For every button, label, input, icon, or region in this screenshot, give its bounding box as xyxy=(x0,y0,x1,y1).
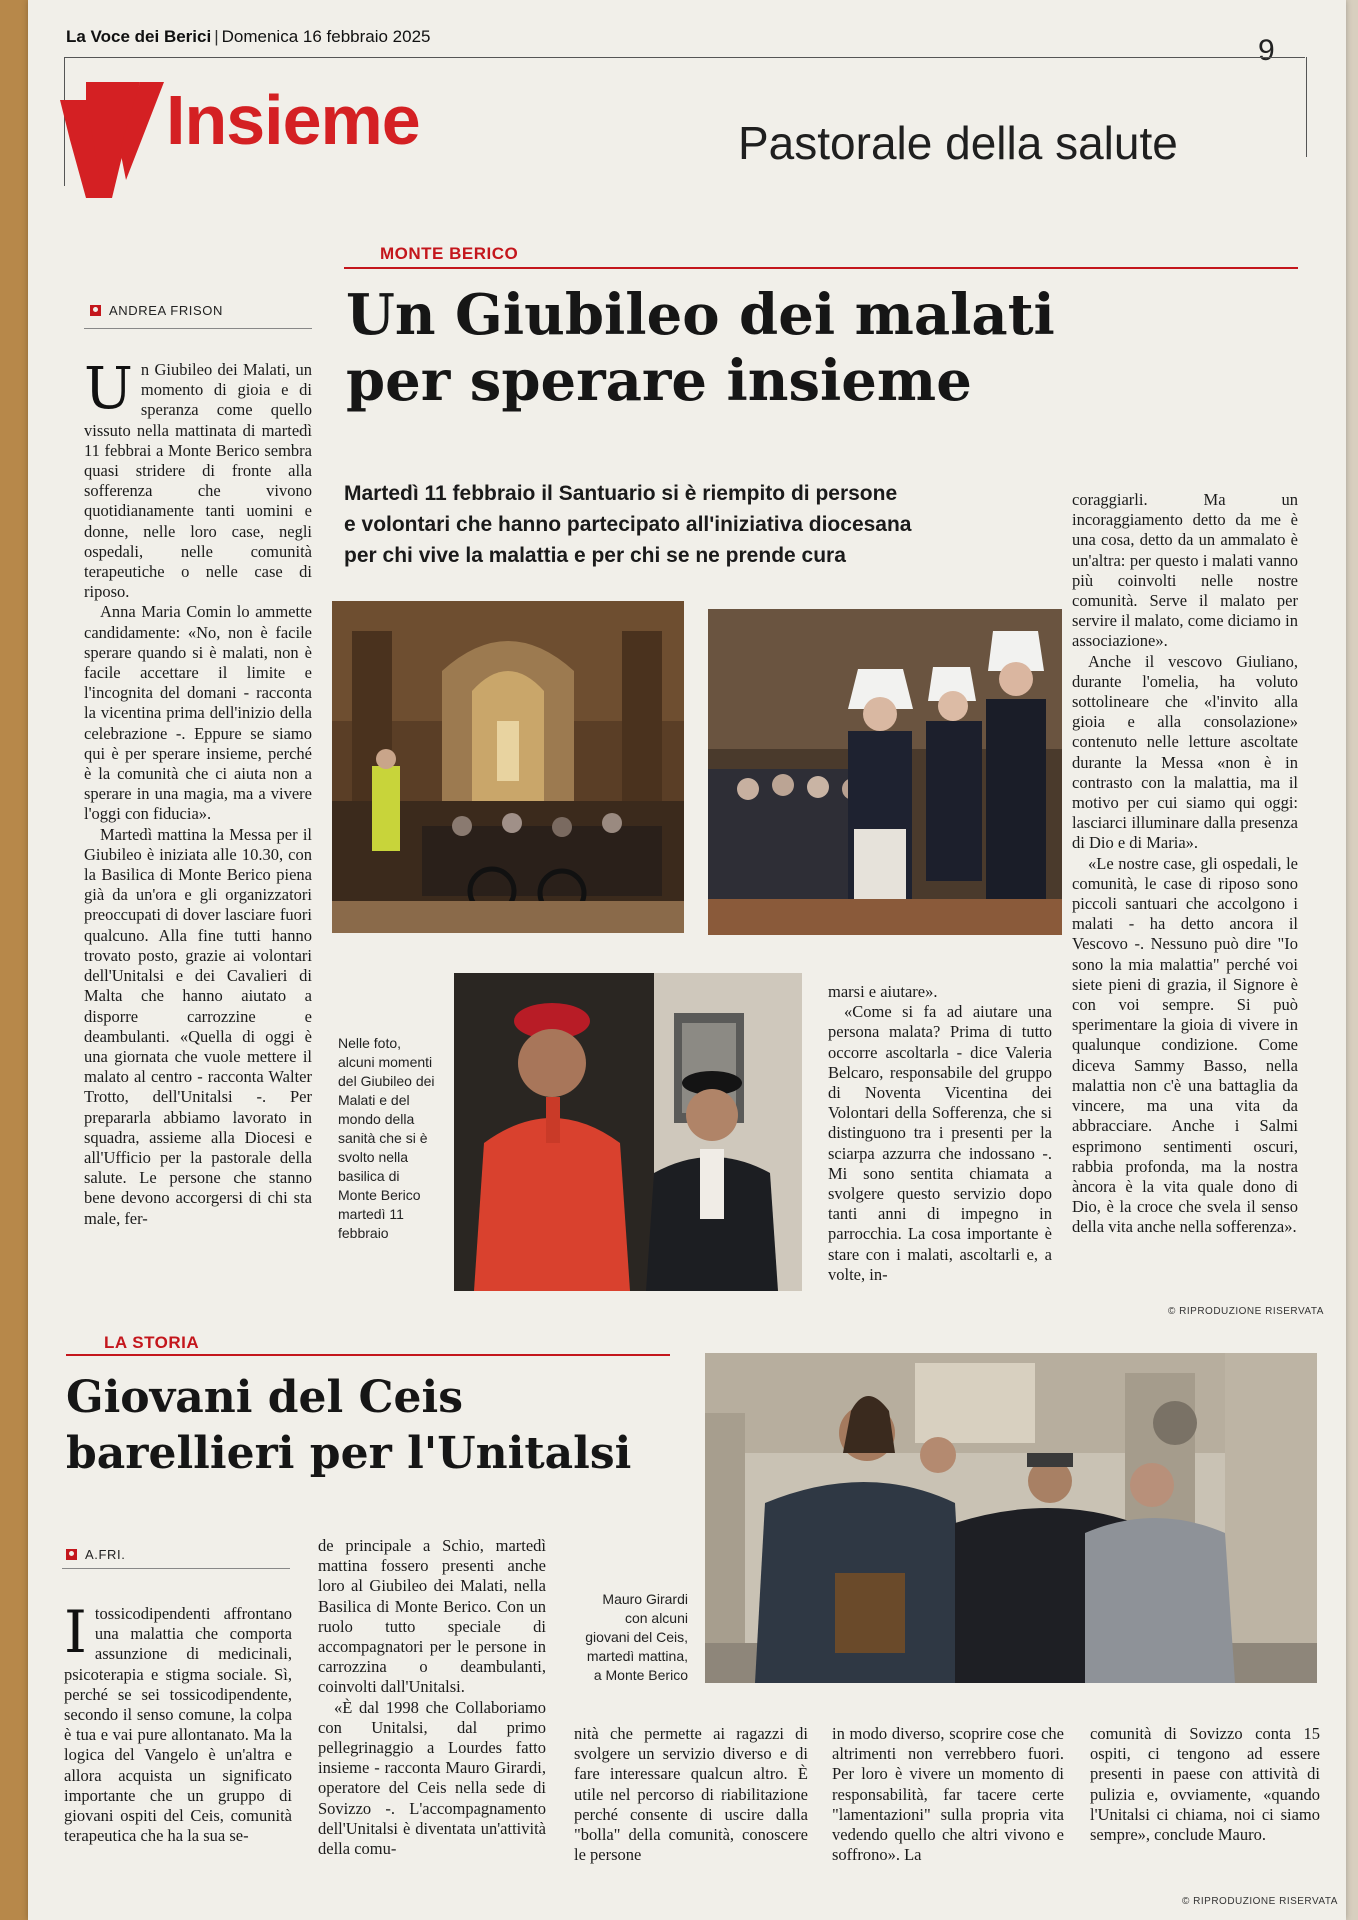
article2-paragraph: «È dal 1998 che Collaboriamo con Unitalsi, dal primo pellegrinaggio a Lourdes fatto insieme - racconta Mauro Girardi, operatore del Ceis nella sede di Sovizzo -. L'accompagnamento dell'Unitalsi è diventata un'attività della comu- xyxy=(318,1697,546,1859)
article2-paragraph: de principale a Schio, martedì mattina fossero presenti anche loro al Giubileo dei Malati, nella Basilica di Monte Berico. Con un ruolo tutto speciale di accompagnatori per le persone in carrozzina o deambulanti, coinvolti dall'Unitalsi. xyxy=(318,1536,546,1697)
article2-column-2 xyxy=(318,1536,546,1904)
dropcap: U xyxy=(84,360,133,422)
article1-kicker: MONTE BERICO xyxy=(380,244,519,263)
article1-headline-line2: per sperare insieme xyxy=(346,348,972,414)
paper-name: La Voce dei Berici xyxy=(66,27,212,46)
article1-paragraph: «Le nostre case, gli ospedali, le comunità, le case di riposo sono piccoli santuari che accolgono i malati - ha detto ancora il Vescovo -. Nessuno può dire "Io sono la mia malattia" perché voi siete pieni di grazia, il Signore è con voi sempre. Si può sperimentare la gioia di vivere in qualunque condizione. Come diceva Sammy Basso, nella malattia non c'è una battaglia da vincere, ma una vita da abbracciare. Anche i Salmi esprimono sentimenti oscuri, rabbia profonda, ma la nostra àncora è la vita quale dono di Dio, è la croce che svela il senso della vita anche nella sofferenza». xyxy=(1072,853,1298,1237)
article2-author: A.FRI. xyxy=(85,1547,126,1562)
article2-kicker: LA STORIA xyxy=(104,1333,200,1352)
author-icon xyxy=(66,1549,77,1560)
article2-paragraph: Itossicodipendenti affrontano una malattia che comporta assunzione di medicinali, psicoterapia e stigma sociale. Sì, perché se sei tossicodipendente, secondo il senso comune, la colpa è tua e vai pure allontanato. Ma la logica del Vangelo è un'altra e allora acquista un significato importante che un gruppo di giovani ospiti del Ceis, comunità terapeutica che ha la sua se- xyxy=(64,1604,292,1846)
article2-column-4 xyxy=(832,1724,1064,1904)
section-title: Insieme xyxy=(166,81,420,159)
page-number: 9 xyxy=(1258,34,1275,67)
article1-headline xyxy=(346,282,1055,414)
article2-photo-caption: Mauro Girardi con alcuni giovani del Ceis, martedì mattina, a Monte Berico xyxy=(585,1591,688,1683)
article1-paragraph: marsi e aiutare». xyxy=(828,982,938,1001)
article2-headline-line2: barellieri per l'Unitalsi xyxy=(66,1428,632,1479)
article1-subhead-line3: per chi vive la malattia e per chi se ne prende cura xyxy=(344,544,846,567)
article1-photo-caption: Nelle foto, alcuni momenti del Giubileo dei Malati e del mondo della sanità che si è svolto nella basilica di Monte Berico martedì 11 febbraio xyxy=(338,1035,435,1241)
photo-ceis-youths xyxy=(705,1353,1317,1683)
article1-paragraph: «Come si fa ad aiutare una persona malata? Prima di tutto occorre ascoltarla - dice Valeria Belcaro, responsabile del gruppo di Noventa Vicentina dei Volontari della Sofferenza, che si distinguono tra i presenti per la sciarpa azzurra che indossano -. Mi sono sentita chiamata a svolgere questo servizio dopo tanti anni di impegno in parrocchia. La cosa importante è stare con i malati, ascoltarli e, a volte, in- xyxy=(828,1002,1052,1284)
article1-paragraph: Anna Maria Comin lo ammette candidamente: «No, non è facile sperare quando si è malati, non è facile accettare il limite e l'incognita del domani - racconta la vicentina prima dell'inizio della celebrazione -. Eppure se siamo qui è per sperare insieme, perché è la comunità che ci aiuta non a sperare in una magia, ma a vivere l'oggi con fiducia». xyxy=(84,602,312,824)
article2-headline-line1: Giovani del Ceis xyxy=(66,1372,464,1423)
article1-byline xyxy=(90,303,223,318)
photo-basilica-interior xyxy=(332,601,684,933)
article1-column-3 xyxy=(828,982,1052,1298)
article1-headline-line1: Un Giubileo dei malati xyxy=(346,282,1055,348)
article1-author: ANDREA FRISON xyxy=(109,303,223,318)
article2-kicker-rule xyxy=(66,1354,670,1356)
page-edge xyxy=(0,0,28,1920)
article1-column-4 xyxy=(1072,490,1298,1298)
article1-subhead-line2: e volontari che hanno partecipato all'iniziativa diocesana xyxy=(344,513,912,536)
byline-rule xyxy=(62,1568,290,1569)
article1-subhead xyxy=(344,478,1064,571)
masthead-separator: | xyxy=(214,27,219,46)
author-icon xyxy=(90,305,101,316)
banner-frame-right xyxy=(1296,57,1307,157)
section-subtitle: Pastorale della salute xyxy=(738,117,1178,169)
article1-copyright: © RIPRODUZIONE RISERVATA xyxy=(1168,1306,1324,1317)
article1-paragraph: Martedì mattina la Messa per il Giubileo è iniziata alle 10.30, con la Basilica di Monte Berico piena già da un'ora e gli organizzatori preoccupati di dover lasciare fuori qualcuno. Alla fine tutti hanno trovato posto, grazie ai volontari dell'Unitalsi e dei Cavalieri di Malta che hanno aiutato a disporre carrozzine e deambulanti. «Quella di oggi è una giornata che vuole mettere il malato al centro - racconta Walter Trotto, dell'Unitalsi -. Per prepararla abbiamo lavorato in squadra, assieme alla Diocesi e all'Ufficio per la pastorale della salute. Le persone che stanno bene devono accorgersi di chi sta male, fer- xyxy=(84,824,312,1228)
article2-column-3 xyxy=(574,1724,808,1904)
byline-rule xyxy=(84,328,312,329)
article2-headline xyxy=(66,1370,631,1482)
article2-column-5 xyxy=(1090,1724,1320,1890)
article1-subhead-line1: Martedì 11 febbraio il Santuario si è riempito di persone xyxy=(344,482,898,505)
article2-paragraph: nità che permette ai ragazzi di svolgere un servizio diverso e di fare interessare qualcun altro. È utile nel percorso di riabilitazione perché consente di uscire dalla "bolla" della comunità, conoscere le persone xyxy=(574,1724,808,1865)
article2-byline xyxy=(66,1547,125,1562)
article2-paragraph: comunità di Sovizzo conta 15 ospiti, ci tengono ad essere presenti in paese con attività di pulizia e, ovviamente, «quando l'Unitalsi ci chiama, noi ci siamo sempre», conclude Mauro. xyxy=(1090,1724,1320,1845)
article2-paragraph: in modo diverso, scoprire cose che altrimenti non verrebbero fuori. Per loro è vivere un momento di responsabilità, far tacere certe "lamentazioni" sulla propria vita vedendo quello che altri vivono e soffrono». La xyxy=(832,1724,1064,1865)
article1-column-1 xyxy=(84,360,312,1296)
article1-paragraph: Un Giubileo dei Malati, un momento di gioia e di speranza come quello vissuto nella mattinata di martedì 11 febbrai a Monte Berico sembra quasi stridere di fronte alla sofferenza che vivono quotidianamente tanti uomini e donne, nelle loro case, negli ospedali, nelle comunità terapeutiche o nelle case di riposo. xyxy=(84,360,312,602)
issue-date: Domenica 16 febbraio 2025 xyxy=(221,27,431,46)
photo-nurses-volunteers xyxy=(708,609,1062,935)
dropcap: I xyxy=(64,1604,87,1666)
article2-copyright: © RIPRODUZIONE RISERVATA xyxy=(1182,1896,1338,1907)
article1-kicker-rule xyxy=(344,267,1298,269)
article1-paragraph: coraggiarli. Ma un incoraggiamento detto da me è una cosa, detto da un ammalato è un'altra: per questo i malati vanno più coinvolti nelle nostre comunità. Serve il malato per servire il malato, come diciamo in associazione». xyxy=(1072,490,1298,651)
insieme-logo-icon xyxy=(60,80,164,200)
masthead xyxy=(66,27,431,47)
article2-column-1 xyxy=(64,1604,292,1904)
article1-paragraph: Anche il vescovo Giuliano, durante l'omelia, ha voluto sottolineare che «l'invito alla gioia e alla consolazione» contenuto nelle letture ascoltate durante la Messa «non è in contrasto con la malattia, ma il motivo per cui siamo qui oggi: lasciarci illuminare dalla presenza di Dio e di Maria». xyxy=(1072,651,1298,853)
photo-volunteers-portrait xyxy=(454,973,802,1291)
